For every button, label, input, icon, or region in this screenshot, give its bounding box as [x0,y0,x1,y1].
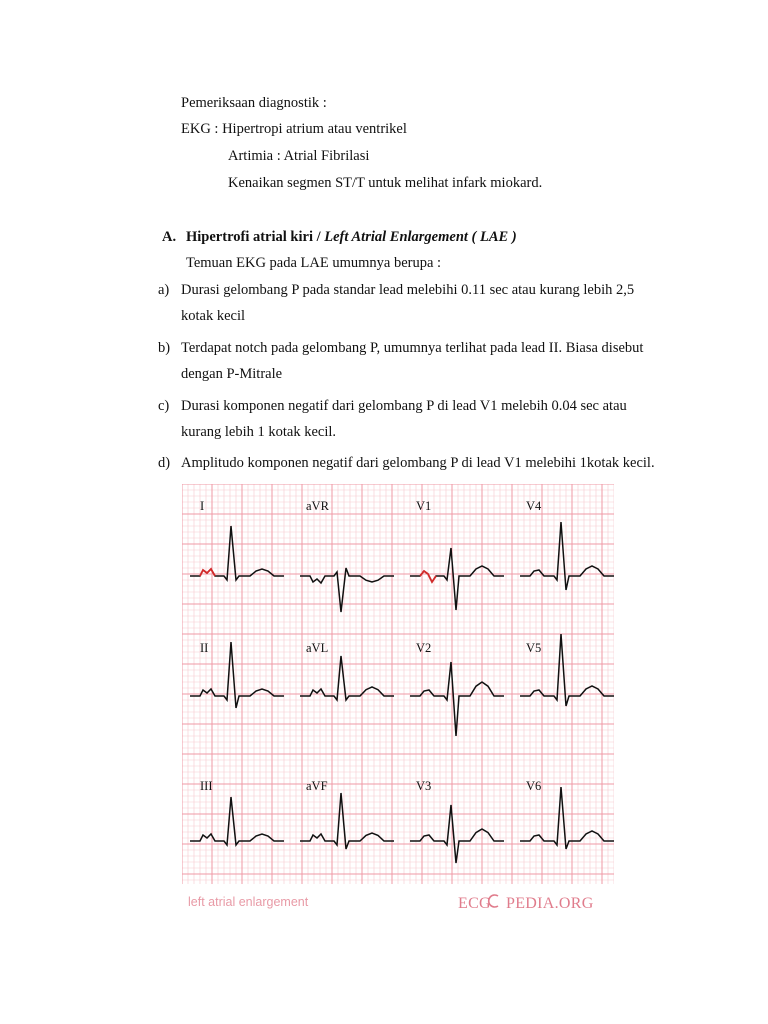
section-lead: Temuan EKG pada LAE umumnya berupa : [186,255,442,271]
ecg-chart [182,484,614,916]
list-item-text: Durasi komponen negatif dari gelombang P di lead V1 melebih 0.04 sec atau [181,398,627,414]
lead-label-v5: V5 [526,641,542,655]
lead-label-ii: II [200,641,209,655]
intro-line-4: Kenaikan segmen ST/T untuk melihat infark miokard. [228,175,543,191]
section-title-plain: Hipertrofi atrial kiri / [186,229,321,245]
list-item-text-cont: kotak kecil [181,308,246,324]
lead-label-iii: III [200,779,213,793]
list-item-marker: b) [158,340,171,356]
lead-label-i: I [200,499,205,513]
lead-label-avl: aVL [306,641,329,655]
lead-label-v3: V3 [416,779,432,793]
lead-label-v1: V1 [416,499,432,513]
list-item-marker: d) [158,455,171,471]
figure-caption: left atrial enlargement [188,895,309,909]
figure-brand-pedia: PEDIA.ORG [506,895,594,912]
list-item-marker: c) [158,398,170,414]
intro-line-3: Artimia : Atrial Fibrilasi [228,148,370,164]
list-item-text: Amplitudo komponen negatif dari gelombang P di lead V1 melebihi 1kotak kecil. [181,455,655,471]
intro-line-1: Pemeriksaan diagnostik : [181,95,327,111]
list-item-text: Terdapat notch pada gelombang P, umumnya terlihat pada lead II. Biasa disebut [181,340,644,356]
list-item-text-cont: dengan P-Mitrale [181,366,283,382]
list-item-marker: a) [158,282,170,298]
section-title-italic: Left Atrial Enlargement ( LAE ) [324,229,517,245]
lead-label-avr: aVR [306,499,329,513]
ecg-figure [182,484,614,916]
lead-label-avf: aVF [306,779,328,793]
section-marker: A. [162,229,177,245]
list-item-text: Durasi gelombang P pada standar lead melebihi 0.11 sec atau kurang lebih 2,5 [181,282,635,298]
list-item-text-cont: kurang lebih 1 kotak kecil. [181,424,337,440]
lead-label-v4: V4 [526,499,542,513]
lead-label-v2: V2 [416,641,432,655]
lead-label-v6: V6 [526,779,542,793]
intro-line-2: EKG : Hipertropi atrium atau ventrikel [181,121,407,137]
figure-brand-ecg: ECG [458,895,491,912]
section-title [186,229,517,246]
